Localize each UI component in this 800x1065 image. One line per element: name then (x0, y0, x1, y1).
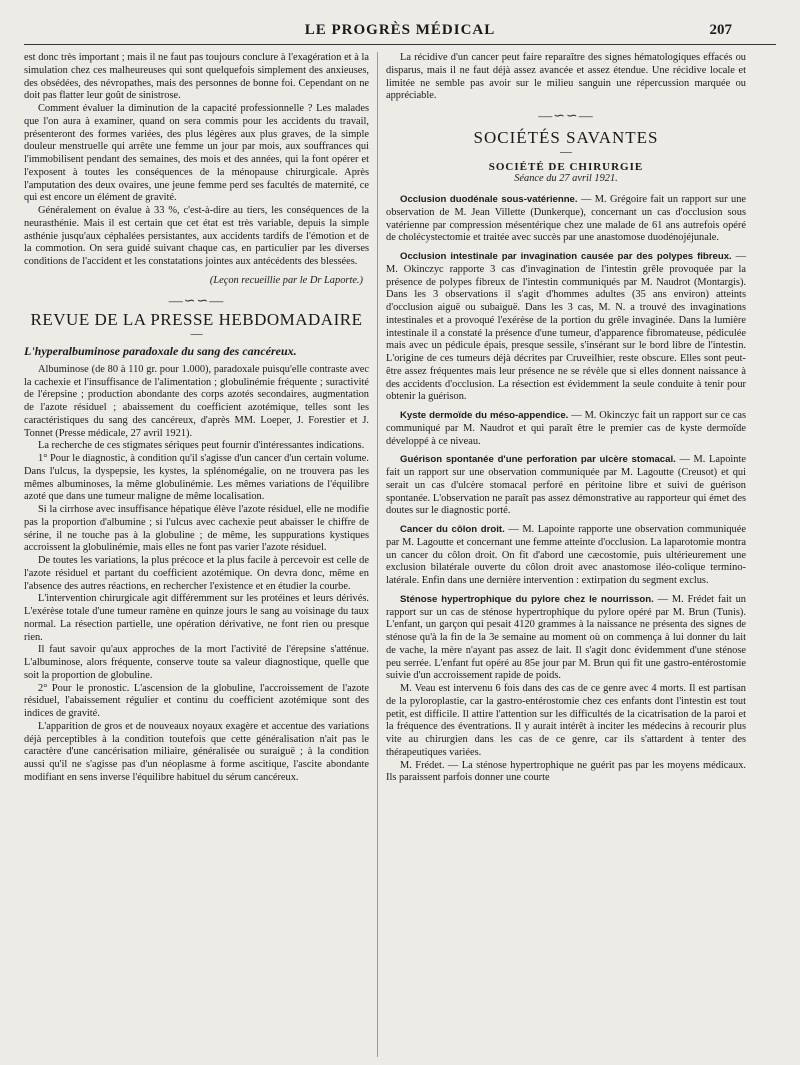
report-title: Occlusion duodénale sous-vatérienne. (400, 194, 578, 205)
journal-title: LE PROGRÈS MÉDICAL (304, 22, 496, 38)
section-heading-societes: SOCIÉTÉS SAVANTES (473, 127, 659, 147)
report-section (386, 454, 746, 518)
article-subtitle: L'hyperalbuminose paradoxale du sang des cancéreux. (24, 344, 297, 358)
paragraph: De toutes les variations, la plus précoce et la plus facile à percevoir est celle de l'azote résiduel et partant du coefficient azotémique. On devra donc, même en l'absence des autres réactions, en rechercher l'existence et en étudier la courbe. (24, 555, 369, 592)
report-text: — M. Grégoire fait un rapport sur une observation de M. Jean Villette (Dunkerque), concernant un cas d'occlusion sous vatérienne par compression mésentérique chez une malade de 61 ans autrefois opéré de cholécystectomie et traitée avec succès par une anastomose duodénojéjunale. (386, 194, 746, 244)
report-text: — M. Lapointe rapporte une observation communiquée par M. Lagoutte et concernant une femme atteinte d'occlusion. La laparotomie montra un cancer du côlon droit. On fit d'abord une cæcostomie, puis ultérieurement une exclusion bilatérale ouverte du côlon droit avec anastomose iléo-colique termino-latérale. Enfin dans une dernière intervention : extirpation du segment exclus. (386, 524, 746, 586)
report-title: Occlusion intestinale par invagination causée par des polypes fibreux. (400, 251, 732, 262)
paragraph: 2° Pour le pronostic. L'ascension de la globuline, l'accroissement de l'azote résiduel, l'abaissement régulier et continu du coefficient azotémique sont des indices de gravité. (24, 682, 369, 719)
paragraph: Généralement on évalue à 33 %, c'est-à-dire au tiers, les conséquences de la neurasthénie. Mais il est certain que cet état est très variable, depuis la simple asthénie jusqu'aux céphalées persistantes, aux accidents tardifs de l'émotion et de la commotion. On sera guidé suivant chaque cas, en particulier par les diverses conditions de l'accident et les constatations jointes aux antécédents des blessées. (24, 205, 369, 267)
heading-dash: — (190, 326, 203, 340)
report-section (386, 524, 746, 588)
lecture-signature: (Leçon recueillie par le Dr Laporte.) (209, 274, 363, 286)
paragraph: Si la cirrhose avec insuffisance hépatique élève l'azote résiduel, elle ne modifie pas la proportion d'albumine ; si l'ulcus avec cachexie peut abaisser le chiffre de sérine, il ne touche pas à la globuline ; de même, les suppurations kystiques accroissent la globulinémie, mais elles ne font pas varier l'azote résiduel. (24, 504, 369, 554)
paragraph: L'intervention chirurgicale agit différemment sur les protéines et leurs dérivés. L'exérèse totale d'une tumeur ramène en quinze jours le sang au voisinage du taux normal. La résection partielle, une opération dérivative, ne font rien ou presque rien. (24, 593, 369, 643)
column-divider (377, 52, 378, 1057)
report-title: Kyste dermoïde du méso-appendice. (400, 410, 569, 421)
society-name: SOCIÉTÉ DE CHIRURGIE (488, 160, 644, 173)
paragraph: 1° Pour le diagnostic, à condition qu'il s'agisse d'un cancer d'un certain volume. Dans l'ulcus, la dyspepsie, les kystes, la splénomégalie, on ne trouvera pas les mêmes albuminoses, la même globulinémie. Les mêmes variations de l'équilibre azoté que dans une tumeur maligne de même localisation. (24, 453, 369, 503)
paragraph: La récidive d'un cancer peut faire reparaître des signes hématologiques effacés ou disparus, mais il ne faut déjà assez avancée et assez étendue. Une récidive locale et limitée ne semble pas avoir sur le milieu sanguin une répercussion marquée ou appréciable. (386, 52, 746, 102)
ornament-divider: —∽∽— (538, 109, 594, 124)
report-title: Cancer du côlon droit. (400, 524, 505, 535)
paragraph: Albuminose (de 80 à 110 gr. pour 1.000), paradoxale puisqu'elle contraste avec la cachexie et l'insuffisance de l'alimentation ; globulinémie fréquente ; suractivité de l'érepsine ; production abondante des corps azotés secondaires, augmentation de l'azote résiduel ; abaissement du coefficient azotémique, telles sont les caractéristiques du sang des cancéreux, d'après MM. Loeper, J. Forestier et J. Tonnet (Presse médicale, 27 avril 1921). (24, 363, 369, 439)
report-section (386, 194, 746, 245)
report-section (386, 410, 746, 448)
paragraph: M. Veau est intervenu 6 fois dans des cas de ce genre avec 4 morts. Il est partisan de la pyloroplastie, car la gastro-entérostomie chez ces enfants dont l'intestin est tout petit, est difficile. Il attire l'attention sur les difficultés de la cicatrisation de la paroi et la fréquence des éventrations. Il y aurait intérêt à inciter les médecins à recourir plus vite au chirurgien dans les cas de ce genre, car ils s'attardent à tenter des thérapeutiques variées. (386, 683, 746, 758)
report-text: — M. Frédet fait un rapport sur un cas de sténose hypertrophique du pylore opéré par M. Brun (Tunis). L'enfant, un garçon qui pesait 4120 grammes à la naissance ne présenta des signes de sténose qu'à la fin de la 3e semaine au moment où on commença à lui donner du lait de vache, la mère n'ayant pas assez de lait. Il s'agit donc évidemment d'une sténose peu serrée. L'enfant fut opéré au 85e jour par M. Brun qui fit une gastro-entérostomie suivie d'un accroissement rapide de poids. (386, 593, 746, 682)
report-text: — M. Lapointe fait un rapport sur une observation communiquée par M. Lagoutte (Creusot) et qui serait un cas d'ulcère stomacal perforé en péritoine libre et suivi de guérison spontanée. L'observation ne paraît pas assez démonstrative au rapporteur qui émet des doutes sur le diagnostic porté. (386, 454, 746, 517)
paragraph: La recherche de ces stigmates sériques peut fournir d'intéressantes indications. (38, 440, 365, 452)
report-section (386, 594, 746, 683)
page-number: 207 (709, 22, 732, 38)
report-section (386, 251, 746, 404)
header-rule (24, 44, 776, 45)
section-heading-revue: REVUE DE LA PRESSE HEBDOMADAIRE (30, 310, 363, 330)
paragraph: Comment évaluer la diminution de la capacité professionnelle ? Les malades que l'on aura à examiner, quand on sera commis pour les accidents du travail, présenteront des formes variées, des plus légères aux plus graves, de la simple douleur menstruelle qui arrête une femme un jour par mois, aux souffrances qui l'immobilisent pendant des semaines, des mois et des années, qui la font opérer et l'exposent à toutes les conséquences de la ménopause chirurgicale. Après l'amputation des deux ovaires, une jeune femme perd ses facultés de maternité, ce qui est encore un élément de gravité. (24, 103, 369, 204)
report-title: Sténose hypertrophique du pylore chez le nourrisson. (400, 593, 654, 605)
page-header (0, 0, 800, 48)
report-text: — M. Okinczyc rapporte 3 cas d'invagination de l'intestin grêle provoquée par la présence de polypes fibreux de l'intestin communiqués par M. Naudrot (Montargis). Dans les 3 observations il s'agit d'hommes adultes (35 ans environ) atteints d'occlusion aiguë ou subaiguë. Dans les 3 cas, M. N. a trouvé des invaginations intestinales et a provoqué l'exérèse de la portion du grêle invaginée. Dans la lumière intestinale il a constaté la présence d'une tumeur, d'apparence fibromateuse, pédiculée mais avec un pédicule épais, presque sessile, s'insérant sur le bord libre de l'intestin. L'origine de ces tumeurs déjà décrites par Cruveilhier, reste obscure. Elles sont peut-être assez fréquentes mais leur présence ne se révèle que si elles donnent naissance à des accidents d'occlusion. La résection est évidemment la seule conduite à tenir pour obtenir la guérison. (386, 251, 746, 403)
report-title: Guérison spontanée d'une perforation par ulcère stomacal. (400, 454, 676, 466)
session-date: Séance du 27 avril 1921. (514, 173, 618, 185)
left-column (24, 52, 369, 1057)
ornament-divider: —∽∽— (168, 293, 225, 309)
paragraph: L'apparition de gros et de nouveaux noyaux exagère et accentue des variations déjà perceptibles à la condition toutefois que cette généralisation n'ait pas le caractère d'une cancérisation miliaire, généralisée ou suraiguë ; à la condition aussi qu'il ne s'agisse pas d'un néoplasme à forme ascitique, l'ascite abondante modifiant en sens inverse l'équilibre habituel du sérum cancéreux. (24, 720, 369, 783)
heading-dash: — (560, 143, 572, 158)
paragraph: est donc très important ; mais il ne faut pas toujours conclure à l'exagération et à la simulation chez ces malheureuses qui sont quelquefois simplement des anxieuses, des obsédées, des névropathes, mais des personnes de bonne foi. Cependant on ne doit pas flatter leur goût de sinistrose. (24, 52, 369, 102)
right-column (386, 52, 746, 1057)
paragraph: M. Frédet. — La sténose hypertrophique ne guérit pas par les moyens médicaux. Ils paraissent parfois donner une courte (386, 759, 746, 784)
paragraph: Il faut savoir qu'aux approches de la mort l'activité de l'érepsine s'atténue. L'albuminose, alors fréquente, conserve toute sa valeur diagnostique, quelle que soit la proportion de globuline. (24, 644, 369, 681)
report-text: — M. Okinczyc fait un rapport sur ce cas communiqué par M. Naudrot et qui paraît être le premier cas de kyste dermoïde développé à ce niveau. (386, 410, 746, 447)
